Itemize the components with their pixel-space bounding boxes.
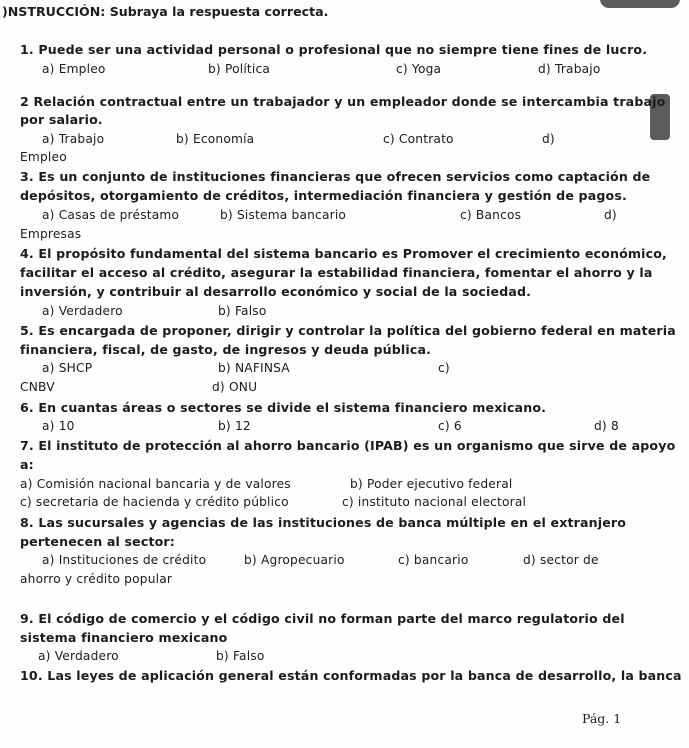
question-5-line-1: 5. Es encargada de proponer, dirigir y controlar la política del gobierno federal en materia bbox=[20, 323, 676, 338]
q5-option-b: b) NAFINSA bbox=[218, 361, 290, 375]
q8-option-c: c) bancario bbox=[398, 553, 469, 567]
q1-option-a: a) Empleo bbox=[42, 62, 106, 76]
question-6: 6. En cuantas áreas o sectores se divide el sistema financiero mexicano. bbox=[20, 400, 547, 415]
q8-option-b: b) Agropecuario bbox=[244, 553, 345, 567]
q2-option-d-text: Empleo bbox=[20, 150, 67, 164]
q4-option-a: a) Verdadero bbox=[42, 304, 123, 318]
q3-option-d-text: Empresas bbox=[20, 227, 82, 241]
q5-option-a: a) SHCP bbox=[42, 361, 93, 375]
question-8-line-1: 8. Las sucursales y agencias de las instituciones de banca múltiple en el extranjero bbox=[20, 515, 627, 530]
question-9-line-1: 9. El código de comercio y el código civil no forman parte del marco regulatorio del bbox=[20, 611, 625, 626]
question-1: 1. Puede ser una actividad personal o profesional que no siempre tiene fines de lucro. bbox=[20, 42, 648, 57]
question-4-line-3: inversión, y contribuir al desarrollo económico y social de la sociedad. bbox=[20, 284, 532, 299]
question-7-line-1: 7. El instituto de protección al ahorro bancario (IPAB) es un organismo que sirve de apoyo bbox=[20, 438, 676, 453]
question-7-line-2: a: bbox=[20, 457, 34, 472]
q7-option-c: c) secretaria de hacienda y crédito público bbox=[20, 495, 289, 509]
q8-option-d: d) sector de bbox=[523, 553, 599, 567]
q5-option-c-text: CNBV bbox=[20, 380, 55, 394]
corner-tab bbox=[600, 0, 680, 8]
q3-option-d: d) bbox=[604, 208, 617, 222]
q1-option-d: d) Trabajo bbox=[538, 62, 601, 76]
q1-option-b: b) Política bbox=[208, 62, 271, 76]
q4-option-b: b) Falso bbox=[218, 304, 267, 318]
instruction: )NSTRUCCIÓN: Subraya la respuesta correcta. bbox=[2, 4, 329, 19]
page-number: Pág. 1 bbox=[582, 711, 622, 726]
question-3-line-1: 3. Es un conjunto de instituciones financieras que ofrecen servicios como captación de bbox=[20, 169, 651, 184]
q2-option-c: c) Contrato bbox=[383, 132, 454, 146]
q8-option-d-text: ahorro y crédito popular bbox=[20, 572, 173, 586]
q6-option-c: c) 6 bbox=[438, 419, 462, 433]
q7-option-a: a) Comisión nacional bancaria y de valores bbox=[20, 477, 291, 491]
q1-option-c: c) Yoga bbox=[396, 62, 442, 76]
q6-option-d: d) 8 bbox=[594, 419, 619, 433]
q8-option-a: a) Instituciones de crédito bbox=[42, 553, 207, 567]
q6-option-b: b) 12 bbox=[218, 419, 251, 433]
q3-option-c: c) Bancos bbox=[460, 208, 522, 222]
q9-option-a: a) Verdadero bbox=[38, 649, 119, 663]
question-3-line-2: depósitos, otorgamiento de créditos, intermediación financiera y gestión de pagos. bbox=[20, 188, 627, 203]
q7-option-b: b) Poder ejecutivo federal bbox=[350, 477, 513, 491]
question-9-line-2: sistema financiero mexicano bbox=[20, 630, 228, 645]
q2-option-a: a) Trabajo bbox=[42, 132, 105, 146]
q3-option-a: a) Casas de préstamo bbox=[42, 208, 180, 222]
q5-option-d: d) ONU bbox=[212, 380, 258, 394]
q2-option-d: d) bbox=[542, 132, 555, 146]
question-10: 10. Las leyes de aplicación general están conformadas por la banca de desarrollo, la banca bbox=[20, 668, 682, 683]
question-2-line-1: 2 Relación contractual entre un trabajador y un empleador donde se intercambia trabajo bbox=[20, 94, 666, 109]
q7-option-d: c) instituto nacional electoral bbox=[342, 495, 527, 509]
q6-option-a: a) 10 bbox=[42, 419, 75, 433]
question-4-line-2: facilitar el acceso al crédito, asegurar la estabilidad financiera, fomentar el ahorro y la bbox=[20, 265, 653, 280]
question-8-line-2: pertenecen al sector: bbox=[20, 534, 175, 549]
question-2-line-2: por salario. bbox=[20, 112, 103, 127]
q2-option-b: b) Economía bbox=[176, 132, 255, 146]
q9-option-b: b) Falso bbox=[216, 649, 265, 663]
q5-option-c: c) bbox=[438, 361, 450, 375]
q3-option-b: b) Sistema bancario bbox=[220, 208, 347, 222]
question-5-line-2: financiera, fiscal, de gasto, de ingresos y deuda pública. bbox=[20, 342, 432, 357]
question-4-line-1: 4. El propósito fundamental del sistema bancario es Promover el crecimiento económico, bbox=[20, 246, 667, 261]
